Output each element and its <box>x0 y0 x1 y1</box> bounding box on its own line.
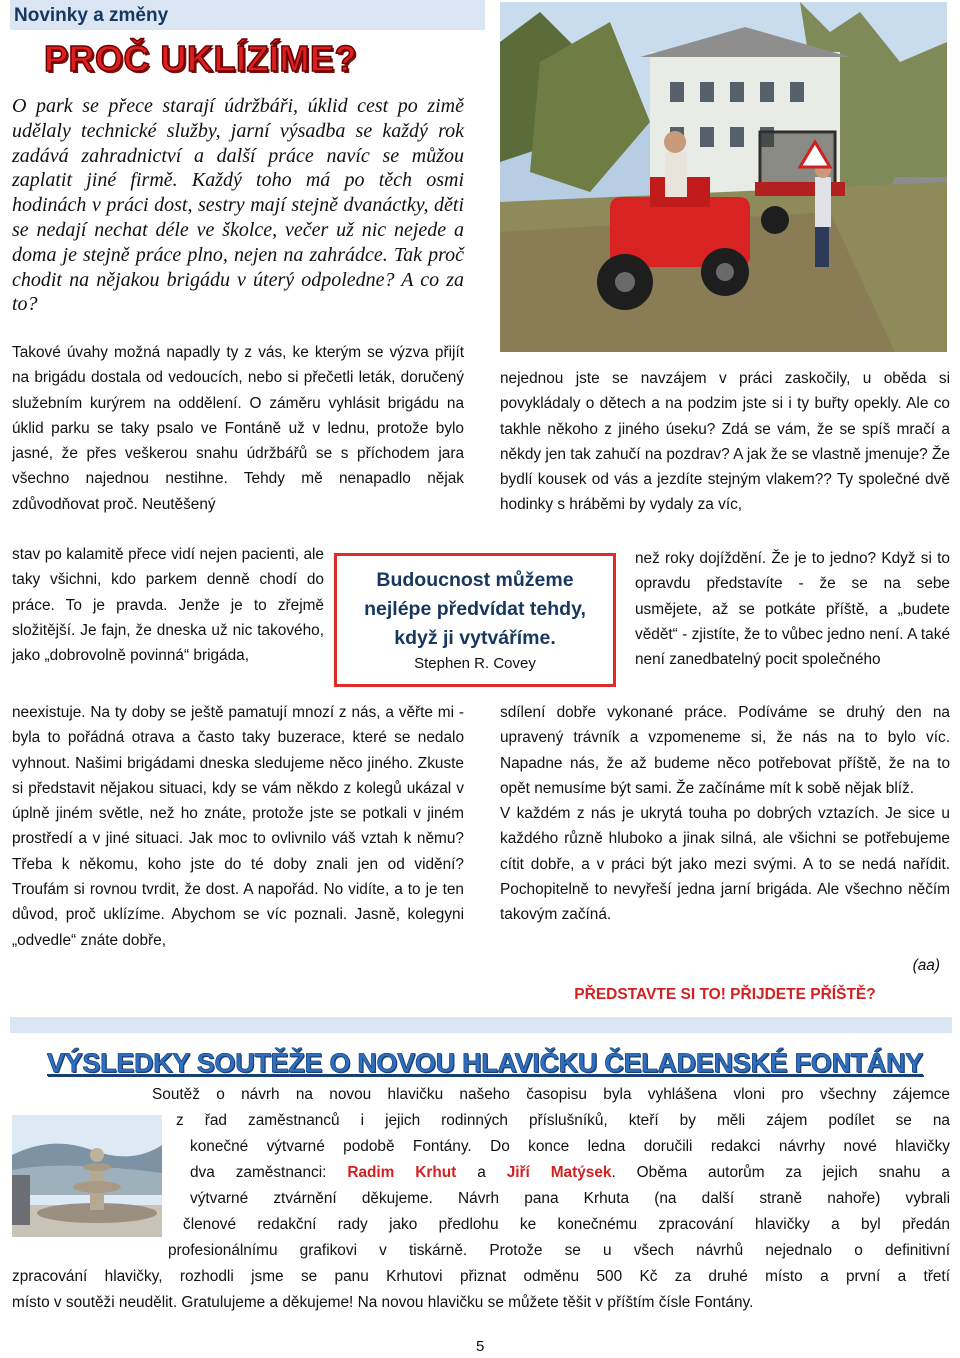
quote-text <box>337 566 613 653</box>
quote-line-3: když ji vytváříme. <box>394 627 556 649</box>
results-line-9: místo v soutěži neudělit. Gratulujeme a děkujeme! Na novou hlavičku se můžete těšit v příštím čísle Fontány. <box>12 1294 754 1311</box>
results-line-7: profesionálnímu grafikovi v tiskárně. Protože se u všech návrhů nejednalo o definitivní <box>168 1242 950 1259</box>
results-line-1: Soutěž o návrh na novou hlavičku našeho časopisu byla vyhlášena vloni pro všechny zájemce <box>152 1086 950 1103</box>
paragraph-shared-work: sdílení dobře vykonané práce. Podíváme se druhý den na upravený trávník a vzpomeneme si, že nás na to bylo víc. Napadne nás, že až budeme něco potřebovat příště, že na to opět nemusíme být sami. Že začínáme mít k sobě nějak blíž. <box>500 704 950 797</box>
call-to-action: PŘEDSTAVTE SI TO! PŘIJDETE PŘÍŠTĚ? <box>574 986 876 1003</box>
article-text-left-1: Takové úvahy možná napadly ty z vás, ke kterým se výzva přijít na brigádu dostala od vedoucích, nebo si přečetli leták, doručený služebním kurýrem na oddělení. O záměru vyhlásit brigádu na úklid parku se taky psalo ve Fontáně už v lednu, protože bylo jasné, že přes veškerou snahu údržbářů se s příchodem jara všechno najednou nestihne. Tehdy mě nenapadlo nějak zdůvodňovat proč. Neutěšený <box>12 344 464 513</box>
results-line-6: členové redakční rady jako předlohu ke konečnému zpracování hlavičky a byl předán <box>183 1216 950 1233</box>
results-line-4-start: dva zaměstnanci: <box>190 1164 327 1181</box>
article-title: PROČ UKLÍZÍME? <box>44 38 357 79</box>
results-line-8: zpracování hlavičky, rozhodli jsme se panu Krhutovi přiznat odměnu 500 Kč za druhé místo a první a třetí <box>12 1268 950 1285</box>
article-text-right-3 <box>500 700 950 974</box>
article-text-left-3: neexistuje. Na ty doby se ještě pamatují mnozí z nás, a věřte mi - byla to pořádná otrava a často taky buzerace, které se nedalo vyhnout. Našimi brigádami dneska sledujeme něco jiného. Zkuste si představit nějakou situaci, kdy se vám někdo z kolegů ukázal v úplně jiném světle, než ho znáte, protože jste se potkali v jiném prostředí a v jiné situaci. Jak moc to ovlivnilo váš vztah k němu? Třeba k někomu, koho jste do té doby znali jen od vidění? Troufám si rovnou tvrdit, že dost. A napořád. No vidíte, a to je ten důvod, proč uklízíme. Abychom se víc poznali. Jasně, kolegyni „odvedle“ znáte dobře, <box>12 704 464 949</box>
results-line-5: výtvarné ztvárnění děkujeme. Návrh pana Krhuta (na další straně nahoře) vybrali <box>190 1190 950 1207</box>
section-label: Novinky a změny <box>14 5 169 26</box>
author-name-matysek: Jiří Matýsek <box>506 1164 612 1181</box>
article-intro: O park se přece starají údržbáři, úklid cest po zimě udělaly technické služby, jarní výsadba se každý rok zadává zahradnictví a další práce navíc se můžou zaplatit jiné firmě. Každý toho má po těch osmi hodinách v práci dost, sestry mají stejně dvanáctky, děti se nedají nechat déle ve školce, večer už nic nejede a doma je stejně práce plno, nejen na zahrádce. Tak proč chodit na nějakou brigádu v úterý odpoledne? A co za to? <box>12 95 464 316</box>
results-line-4 <box>190 1160 950 1186</box>
paragraph-good-relations <box>500 801 950 927</box>
quote-line-1: Budoucnost můžeme <box>376 569 574 591</box>
article-text-right-2: než roky dojíždění. Že je to jedno? Když si to opravdu představíte - že se na sebe usmějete, až se potkáte příště, a „budete vědět“ - zjistíte, že to vůbec jedno není. A také není zanedbatelný pocit společného <box>635 550 950 669</box>
quote-line-2: nejlépe předvídat tehdy, <box>364 598 586 620</box>
brigade-photo <box>500 2 947 352</box>
fountain-image <box>12 1115 162 1237</box>
page-number: 5 <box>476 1338 485 1355</box>
results-title: VÝSLEDKY SOUTĚŽE O NOVOU HLAVIČKU ČELADENSKÉ FONTÁNY <box>47 1048 923 1078</box>
article-text-right-1: nejednou jste se navzájem v práci zaskočily, u oběda si povykládaly o dětech a na podzim jste si i ty buřty opekly. Ale co takhle někoho z jiného úseku? Zdá se vám, že se spíš mračí a někdy jen tak zahučí na pozdrav? A jak že se vlastně jmenuje? Že bydlí kousek od vás a jezdíte stejným vlakem?? Ty společné dvě hodinky s hráběmi by vydaly za víc, <box>500 370 950 514</box>
author-name-krhut: Radim Krhut <box>347 1164 457 1181</box>
results-line-3: konečné výtvarné podobě Fontány. Do konce ledna doručili redakci návrhy nové hlavičky <box>190 1138 950 1155</box>
section-divider-bar <box>10 1017 952 1033</box>
results-line-2: z řad zaměstnanců i jejich rodinných příslušníků, kteří by měli zájem podílet se na <box>176 1112 950 1129</box>
results-conjunction: a <box>477 1164 486 1181</box>
quote-box <box>334 553 616 687</box>
author-signature: (aa) <box>912 957 940 974</box>
article-text-left-2: stav po kalamitě přece vidí nejen pacienti, ale taky všichni, kdo parkem denně chodí do práce. To je pravda. Jenže je to zřejmě složitější. Je fajn, že dneska už nic takového, jako „dobrovolně povinná“ brigáda, <box>12 546 324 665</box>
paragraph-good-relations-text: V každém z nás je ukrytá touha po dobrých vztazích. Je sice u každého různě hluboko a jinak silná, ale všichni se potřebujeme cítit dobře, a v práci být jako mezi svými. A to se nedá nařídit. Pochopitelně to nevyřeší jedna jarní brigáda. Ale všechno něčím takovým začíná. <box>500 805 950 924</box>
quote-author: Stephen R. Covey <box>414 655 536 672</box>
results-line-4-end: . Oběma autorům za jejich snahu a <box>611 1164 950 1181</box>
